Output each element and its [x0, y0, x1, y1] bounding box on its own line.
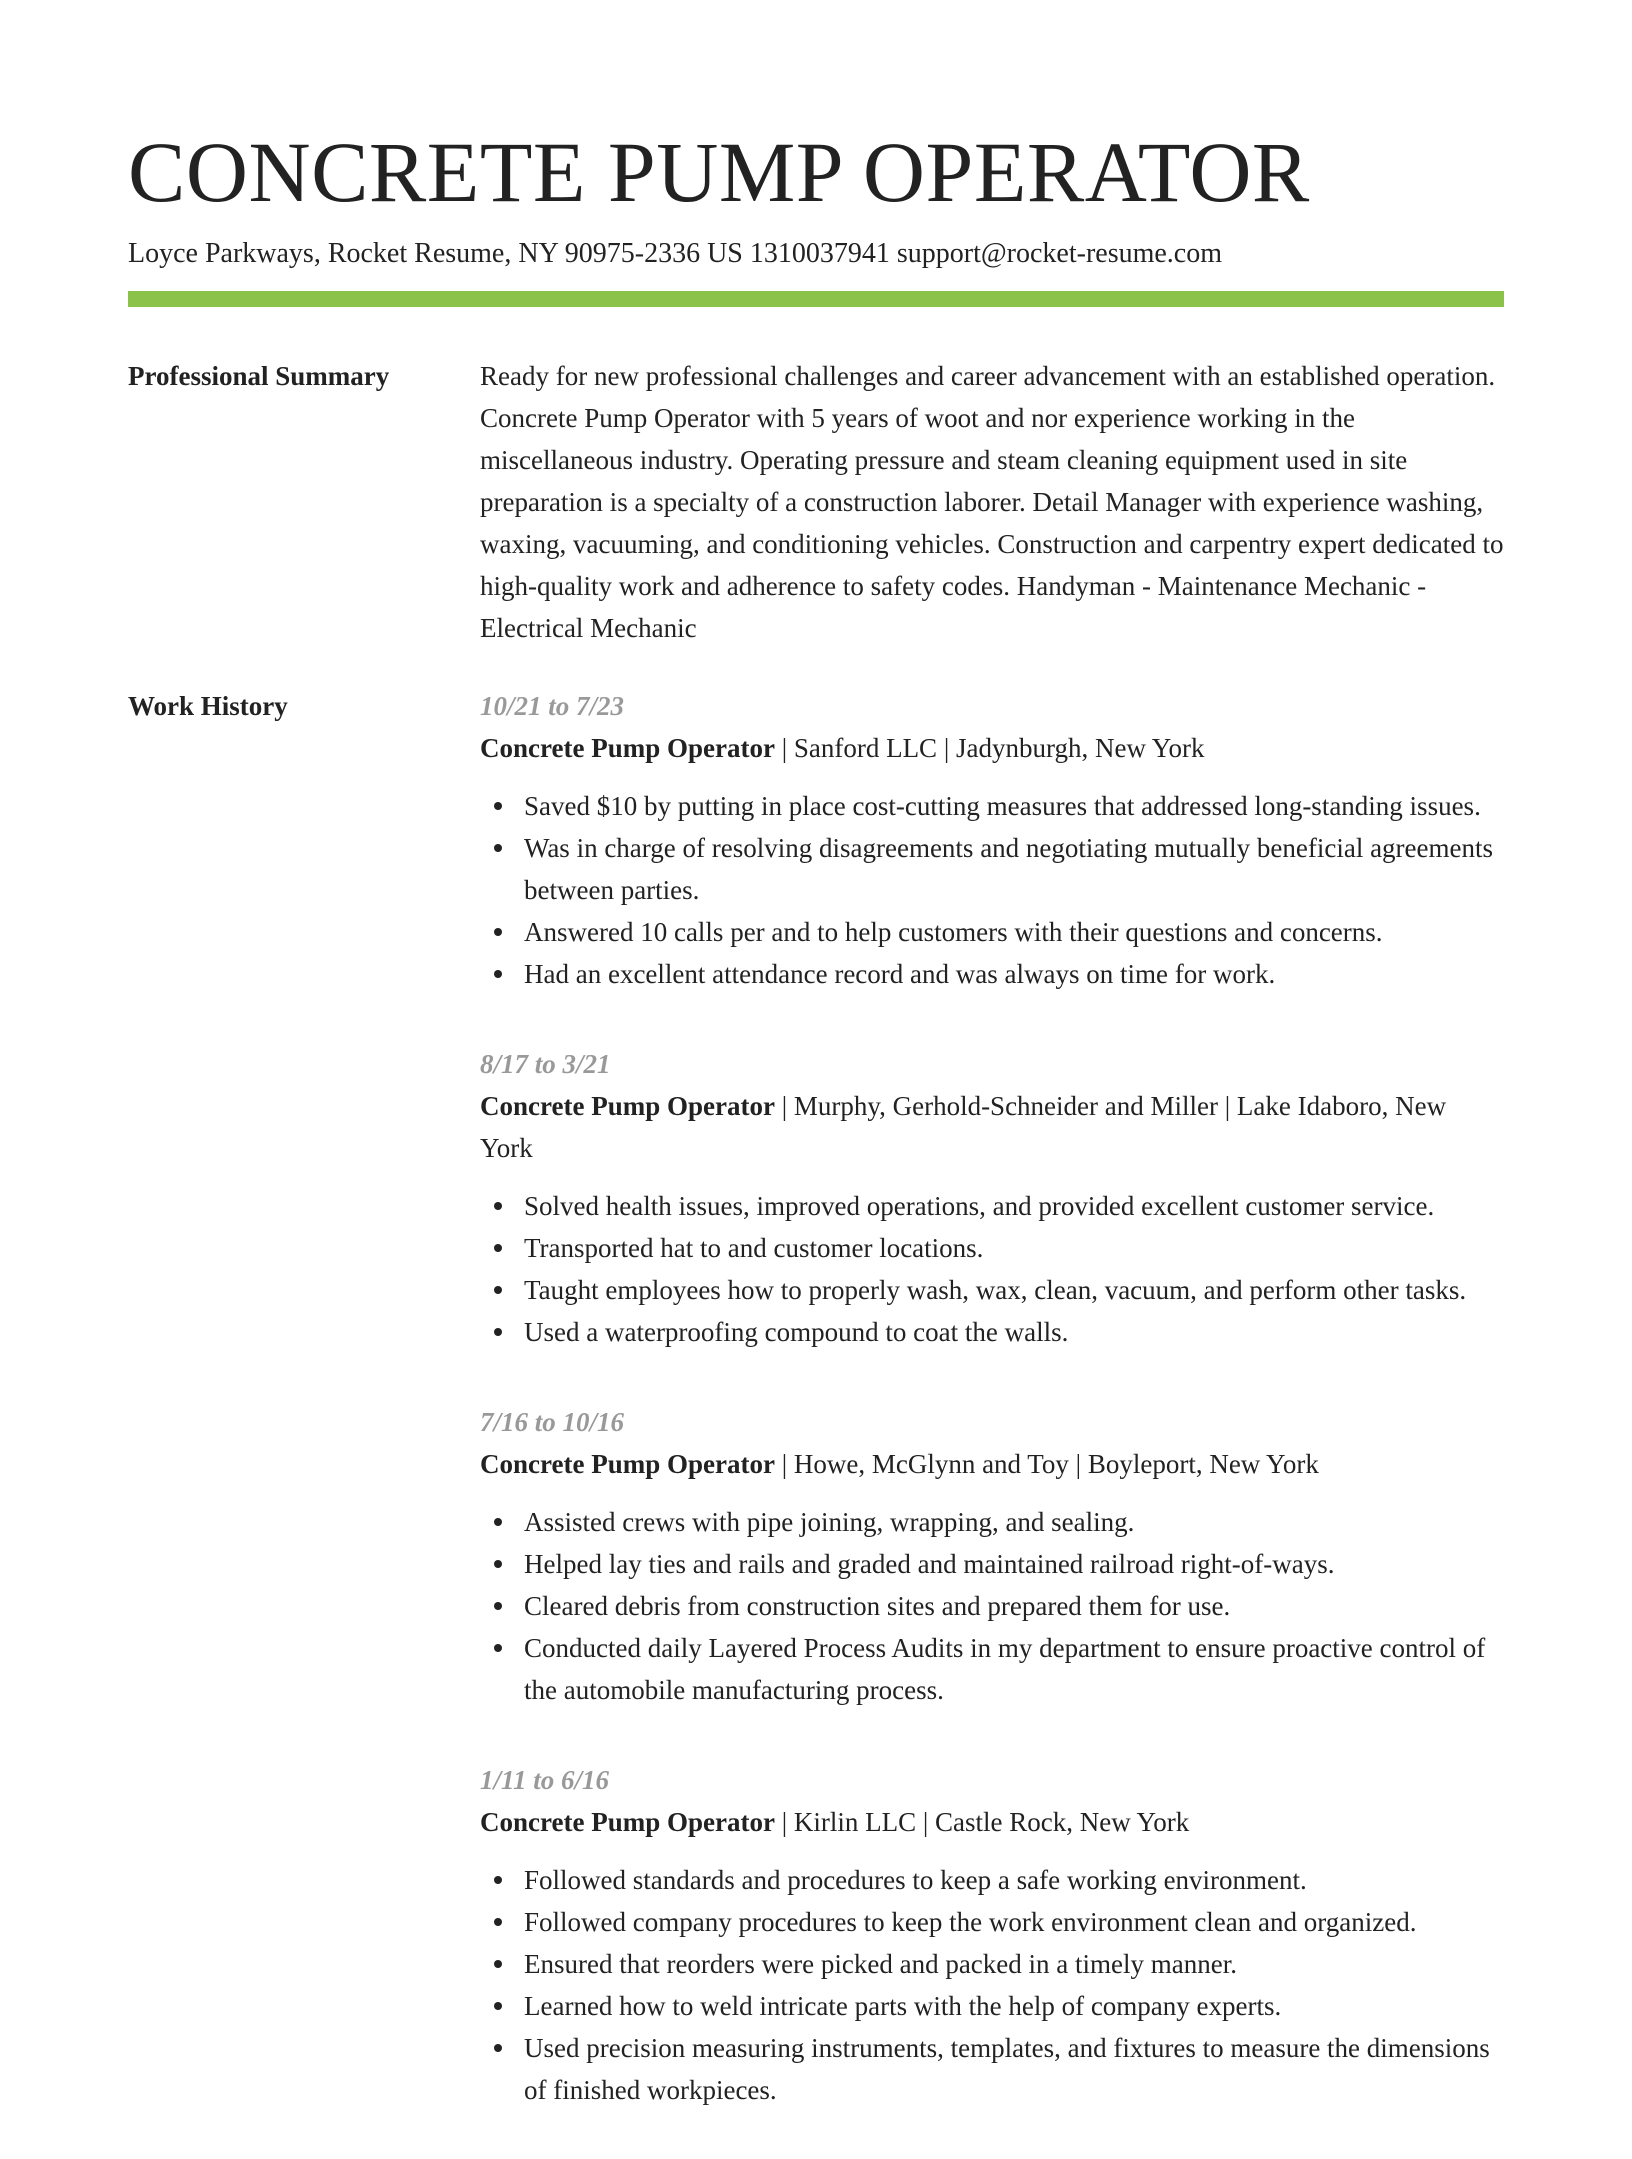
job-bullet: Ensured that reorders were picked and packed in a timely manner.: [480, 1943, 1504, 1985]
job-title: Concrete Pump Operator: [480, 1807, 775, 1837]
job-bullet: Transported hat to and customer locations.: [480, 1227, 1504, 1269]
job-bullet: Used a waterproofing compound to coat the walls.: [480, 1311, 1504, 1353]
job-bullet: Helped lay ties and rails and graded and maintained railroad right-of-ways.: [480, 1543, 1504, 1585]
summary-section: [128, 355, 1504, 649]
job-company: Sanford LLC: [793, 733, 938, 763]
separator: |: [774, 1091, 794, 1121]
job-entry: [480, 1759, 1504, 2111]
job-bullets: [480, 1859, 1504, 2111]
separator: |: [774, 1807, 794, 1837]
job-bullet: Used precision measuring instruments, templates, and fixtures to measure the dimensions of finished workpieces.: [480, 2027, 1504, 2111]
accent-divider: [128, 291, 1504, 307]
separator: |: [1068, 1449, 1088, 1479]
job-bullet: Followed standards and procedures to keep a safe working environment.: [480, 1859, 1504, 1901]
summary-heading: Professional Summary: [128, 361, 390, 391]
resume-name: CONCRETE PUMP OPERATOR: [128, 124, 1310, 220]
job-location: Lake Idaboro, New York: [480, 1091, 1447, 1163]
separator: |: [1218, 1091, 1237, 1121]
job-dates: 1/11 to 6/16: [480, 1765, 610, 1795]
job-list: [480, 685, 1504, 2159]
job-bullet: Answered 10 calls per and to help customers with their questions and concerns.: [480, 911, 1504, 953]
separator: |: [774, 733, 794, 763]
contact-line: [128, 234, 1504, 274]
job-company: Howe, McGlynn and Toy: [793, 1449, 1069, 1479]
job-bullets: [480, 785, 1504, 995]
job-entry: [480, 685, 1504, 995]
job-dates: 8/17 to 3/21: [480, 1049, 611, 1079]
job-title-line: [480, 727, 1504, 769]
contact-email: support@rocket-resume.com: [896, 238, 1223, 269]
job-dates: 7/16 to 10/16: [480, 1407, 625, 1437]
job-bullet: Had an excellent attendance record and was always on time for work.: [480, 953, 1504, 995]
job-bullet: Followed company procedures to keep the work environment clean and organized.: [480, 1901, 1504, 1943]
job-title-line: [480, 1801, 1504, 1843]
work-history-heading: Work History: [128, 691, 288, 721]
job-title-line: [480, 1443, 1504, 1485]
separator: |: [916, 1807, 935, 1837]
job-bullet: Conducted daily Layered Process Audits in my department to ensure proactive control of the automobile manufacturing process.: [480, 1627, 1504, 1711]
job-bullet: Assisted crews with pipe joining, wrapping, and sealing.: [480, 1501, 1504, 1543]
job-location: Castle Rock, New York: [935, 1807, 1190, 1837]
job-entry: [480, 1401, 1504, 1711]
job-company: Murphy, Gerhold-Schneider and Miller: [793, 1091, 1218, 1121]
job-title: Concrete Pump Operator: [480, 1091, 775, 1121]
work-history-section: [128, 685, 1504, 2159]
job-bullet: Saved $10 by putting in place cost-cutting measures that addressed long-standing issues.: [480, 785, 1504, 827]
job-title: Concrete Pump Operator: [480, 1449, 775, 1479]
job-bullet: Was in charge of resolving disagreements and negotiating mutually beneficial agreements between parties.: [480, 827, 1504, 911]
job-title: Concrete Pump Operator: [480, 733, 775, 763]
job-bullet: Cleared debris from construction sites and prepared them for use.: [480, 1585, 1504, 1627]
contact-address: Loyce Parkways, Rocket Resume, NY 90975-2336 US: [128, 238, 743, 269]
job-bullet: Solved health issues, improved operations, and provided excellent customer service.: [480, 1185, 1504, 1227]
separator: |: [937, 733, 956, 763]
resume-page: [128, 118, 1504, 2159]
job-bullet: Taught employees how to properly wash, wax, clean, vacuum, and perform other tasks.: [480, 1269, 1504, 1311]
job-title-line: [480, 1085, 1504, 1169]
job-location: Boyleport, New York: [1087, 1449, 1319, 1479]
job-bullets: [480, 1185, 1504, 1353]
job-dates: 10/21 to 7/23: [480, 691, 625, 721]
separator: |: [774, 1449, 794, 1479]
job-location: Jadynburgh, New York: [955, 733, 1205, 763]
job-entry: [480, 1043, 1504, 1353]
job-company: Kirlin LLC: [793, 1807, 917, 1837]
contact-phone: 1310037941: [749, 238, 890, 269]
summary-text: Ready for new professional challenges and career advancement with an established operation. Concrete Pump Operator with 5 years of woot and nor experience working in the miscellaneous industry. Operating pressure and steam cleaning equipment used in site preparation is a specialty of a construction laborer. Detail Manager with experience washing, waxing, vacuuming, and conditioning vehicles. Construction and carpentry expert dedicated to high-quality work and adherence to safety codes. Handyman - Maintenance Mechanic - Electrical Mechanic: [480, 361, 1504, 643]
job-bullets: [480, 1501, 1504, 1711]
job-bullet: Learned how to weld intricate parts with the help of company experts.: [480, 1985, 1504, 2027]
